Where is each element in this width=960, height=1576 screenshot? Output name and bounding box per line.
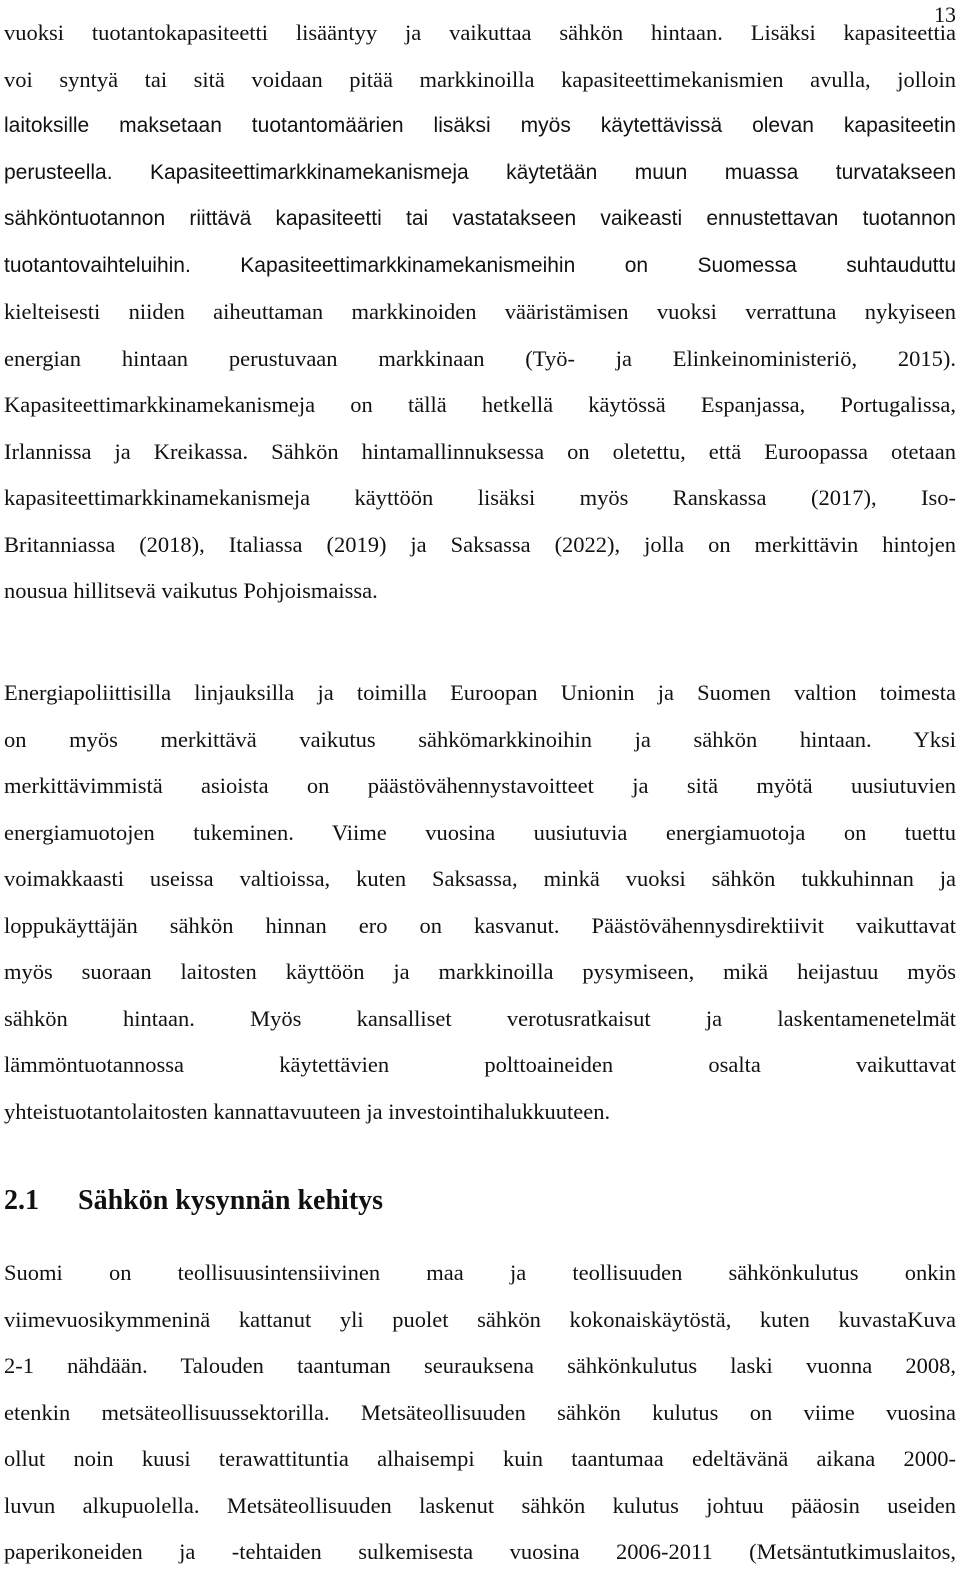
text-line: energian hintaan perustuvaan markkinaan (Työ- ja Elinkeinoministeriö, 2015). — [4, 345, 956, 371]
paragraph-electricity-demand — [4, 1250, 956, 1576]
text-line: energiamuotojen tukeminen. Viime vuosina uusiutuvia energiamuotoja on tuettu — [4, 819, 956, 845]
text-line: tuotantovaihteluihin. Kapasiteettimarkkinamekanismeihin on Suomessa suhtauduttu — [4, 253, 956, 277]
text-line: voi syntyä tai sitä voidaan pitää markkinoilla kapasiteettimekanismien avulla, jolloin — [4, 66, 956, 92]
text-line: laitoksille maksetaan tuotantomäärien lisäksi myös käytettävissä olevan kapasiteetin — [4, 114, 956, 137]
text-line: voimakkaasti useissa valtioissa, kuten Saksassa, minkä vuoksi sähkön tukkuhinnan ja — [4, 866, 956, 891]
text-line: Kapasiteettimarkkinamekanismeja on tällä hetkellä käytössä Espanjassa, Portugalissa, — [4, 392, 956, 417]
text-line: paperikoneiden ja -tehtaiden sulkemisesta vuosina 2006-2011 (Metsäntutkimuslaitos, — [4, 1539, 956, 1564]
text-line: on myös merkittävä vaikutus sähkömarkkinoihin ja sähkön hintaan. Yksi — [4, 726, 956, 752]
text-line: Energiapoliittisilla linjauksilla ja toimilla Euroopan Unionin ja Suomen valtion toimesta — [4, 680, 956, 705]
text-line: Suomi on teollisuusintensiivinen maa ja teollisuuden sähkönkulutus onkin — [4, 1260, 956, 1285]
text-line: kielteisesti niiden aiheuttaman markkinoiden vääristämisen vuoksi verrattuna nykyiseen — [4, 299, 956, 324]
text-line: luvun alkupuolella. Metsäteollisuuden laskenut sähkön kulutus johtuu pääosin useiden — [4, 1492, 956, 1518]
text-line: Britanniassa (2018), Italiassa (2019) ja Saksassa (2022), jolla on merkittävin hintojen — [4, 531, 956, 557]
text-line: yhteistuotantolaitosten kannattavuuteen ja investointihalukkuuteen. — [4, 1098, 611, 1124]
paragraph-capacity-mechanisms — [4, 10, 956, 615]
paragraph-energy-policy — [4, 670, 956, 1135]
text-line: Irlannissa ja Kreikassa. Sähkön hintamallinnuksessa on oletettu, että Euroopassa otetaan — [4, 438, 956, 464]
text-line: 2-1 nähdään. Talouden taantuman seurauksena sähkönkulutus laski vuonna 2008, — [4, 1353, 956, 1378]
page-number: 13 — [934, 2, 956, 27]
text-line: lämmöntuotannossa käytettävien polttoaineiden osalta vaikuttavat — [4, 1052, 956, 1077]
text-line: vuoksi tuotantokapasiteetti lisääntyy ja vaikuttaa sähkön hintaan. Lisäksi kapasiteettia — [4, 20, 956, 45]
text-line: perusteella. Kapasiteettimarkkinamekanismeja käytetään muun muassa turvatakseen — [4, 160, 956, 184]
section-number: 2.1 — [4, 1185, 39, 1216]
text-line: myös suoraan laitosten käyttöön ja markkinoilla pysymiseen, mikä heijastuu myös — [4, 959, 956, 984]
text-line: kapasiteettimarkkinamekanismeja käyttöön lisäksi myös Ranskassa (2017), Iso- — [4, 485, 956, 510]
text-line: nousua hillitsevä vaikutus Pohjoismaissa. — [4, 578, 378, 603]
text-line: merkittävimmistä asioista on päästövähennystavoitteet ja sitä myötä uusiutuvien — [4, 773, 956, 798]
section-heading — [4, 1178, 383, 1224]
text-line: sähkön hintaan. Myös kansalliset verotusratkaisut ja laskentamenetelmät — [4, 1005, 956, 1031]
text-line: viimevuosikymmeninä kattanut yli puolet sähkön kokonaiskäytöstä, kuten kuvastaKuva — [4, 1306, 956, 1332]
text-line: ollut noin kuusi terawattituntia alhaisempi kuin taantumaa edeltävänä aikana 2000- — [4, 1446, 956, 1471]
text-line: loppukäyttäjän sähkön hinnan ero on kasvanut. Päästövähennysdirektiivit vaikuttavat — [4, 912, 956, 938]
text-line: sähköntuotannon riittävä kapasiteetti tai vastatakseen vaikeasti ennustettavan tuotannon — [4, 207, 956, 230]
section-title: Sähkön kysynnän kehitys — [78, 1185, 384, 1216]
text-line: etenkin metsäteollisuussektorilla. Metsäteollisuuden sähkön kulutus on viime vuosina — [4, 1399, 956, 1425]
